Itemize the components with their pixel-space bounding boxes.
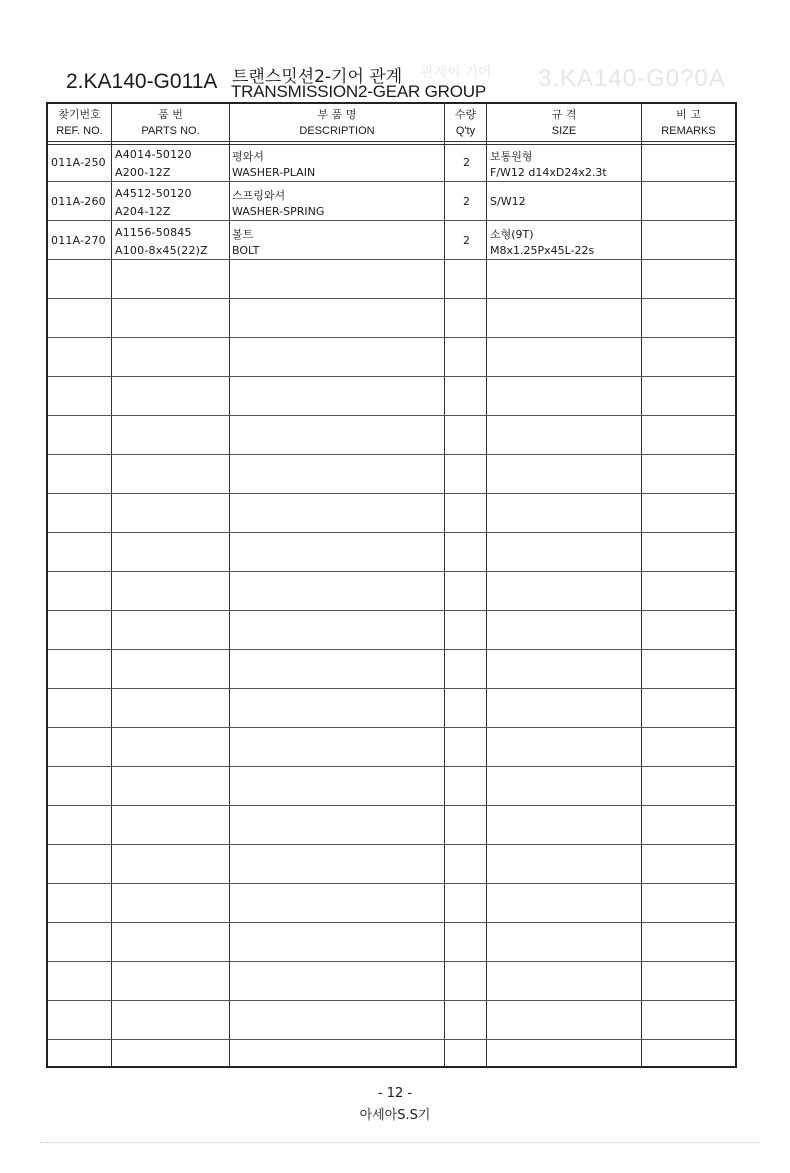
parts-table: [46, 102, 737, 1068]
row-desc-en: BOLT: [232, 244, 260, 257]
row-ref: 011A-250: [51, 156, 106, 169]
row-desc-ko: 스프링와셔: [232, 189, 286, 202]
row-size-type: 소형(9T): [490, 228, 534, 241]
row-part-alt: A204-12Z: [115, 205, 171, 218]
row-part-no: A4512-50120: [115, 187, 192, 200]
bleed-through-text: 3.KA140-G0?0A: [538, 65, 726, 92]
row-part-no: A4014-50120: [115, 148, 192, 161]
row-qty: 2: [463, 234, 470, 247]
page-number: - 12 -: [377, 1086, 413, 1101]
row-size-spec: M8x1.25Px45L-22s: [490, 244, 595, 257]
header-description: 부 품 명 DESCRIPTION: [299, 108, 375, 137]
row-part-alt: A100-8x45(22)Z: [115, 244, 208, 257]
row-qty: 2: [463, 195, 470, 208]
title-korean: 트랜스밋션2-기어 관계: [232, 67, 403, 87]
row-part-alt: A200-12Z: [115, 166, 171, 179]
row-desc-en: WASHER-PLAIN: [232, 166, 316, 179]
scan-artifact-line: [40, 1142, 760, 1144]
header-remarks: 비 고 REMARKS: [661, 108, 716, 137]
bleed-through-text: 관계이 기어: [420, 64, 492, 80]
row-ref: 011A-270: [51, 234, 106, 247]
row-qty: 2: [463, 156, 470, 169]
header-qty: 수량 Q'ty: [454, 108, 477, 137]
row-size-type: 보통원형: [490, 150, 533, 163]
header-parts-no: 품 번 PARTS NO.: [141, 108, 200, 137]
row-part-no: A1156-50845: [115, 226, 192, 239]
row-size-type: S/W12: [490, 195, 526, 208]
title-english: TRANSMISSION2-GEAR GROUP: [231, 82, 486, 101]
company-name: 아세아S.S기: [359, 1108, 431, 1123]
row-size-spec: F/W12 d14xD24x2.3t: [490, 166, 607, 179]
row-desc-ko: 볼트: [232, 228, 254, 241]
document-code: 2.KA140-G011A: [66, 70, 218, 93]
row-ref: 011A-260: [51, 195, 106, 208]
header-ref-no: 찾기번호 REF. NO.: [56, 108, 103, 137]
row-desc-en: WASHER-SPRING: [232, 205, 325, 218]
header-size: 규 격 SIZE: [551, 108, 577, 137]
row-desc-ko: 평와셔: [232, 150, 264, 163]
